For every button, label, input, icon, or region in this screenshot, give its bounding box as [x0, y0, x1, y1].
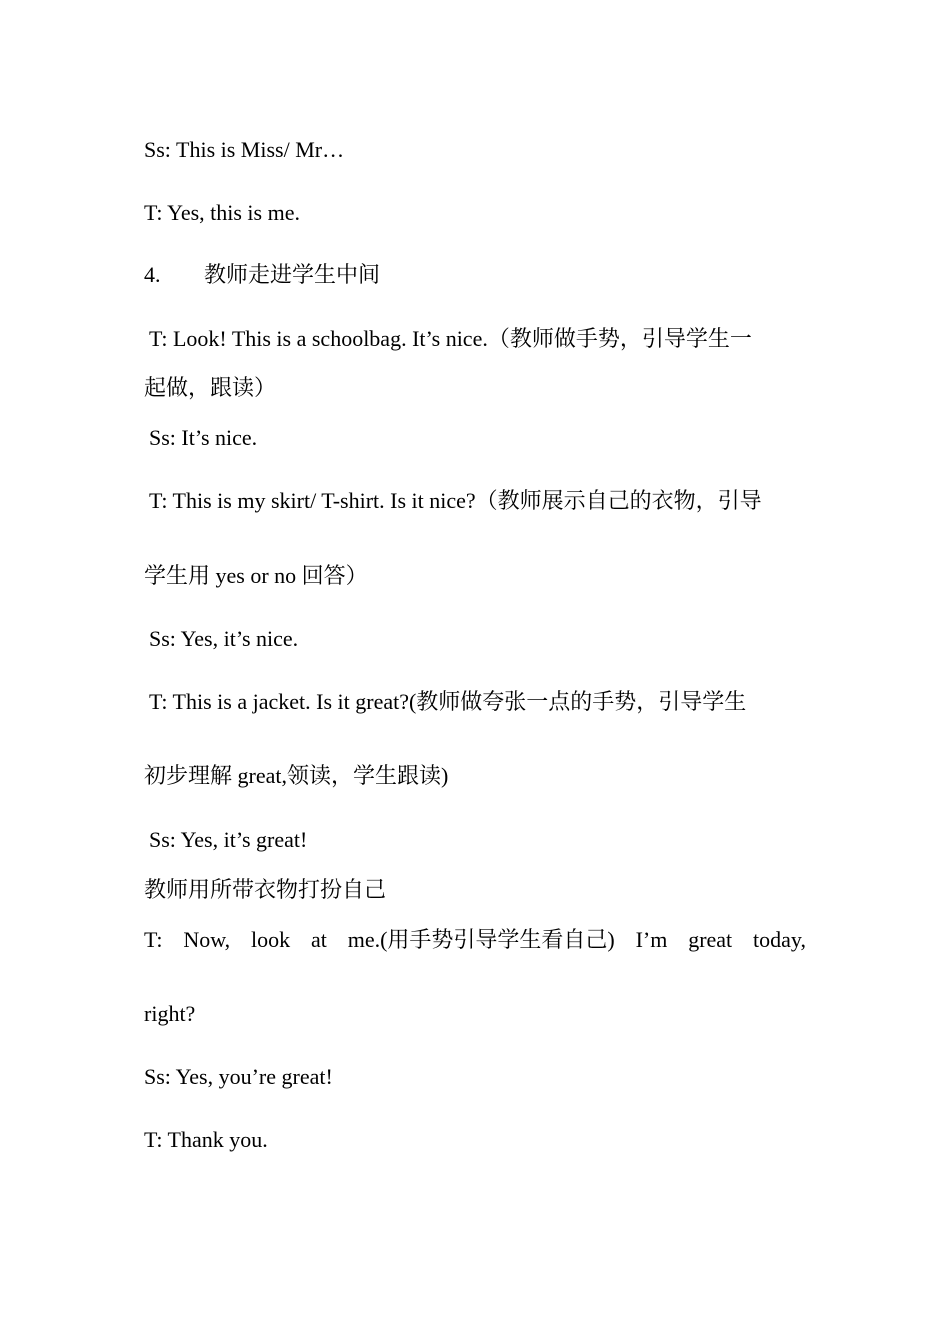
word: today,: [753, 927, 806, 952]
dialogue-line: T: This is a jacket. Is it great?(教师做夸张一点的手势，引导学生: [149, 689, 747, 714]
word: at: [310, 927, 327, 952]
word: Now,: [183, 927, 231, 952]
dialogue-line-continuation: right?: [144, 1001, 196, 1026]
dialogue-line: Ss: Yes, you’re great!: [144, 1064, 333, 1089]
dialogue-line: Ss: This is Miss/ Mr…: [144, 137, 345, 162]
step-text: 教师走进学生中间: [204, 262, 381, 287]
dialogue-line: T: Look! This is a schoolbag. It’s nice.（教师做手势，引导学生一: [149, 326, 752, 351]
instruction-line: 教师用所带衣物打扮自己: [144, 877, 387, 902]
step-number: 4.: [144, 262, 161, 287]
dialogue-line: T: Thank you.: [144, 1127, 268, 1152]
dialogue-line: T: This is my skirt/ T-shirt. Is it nice?（教师展示自己的衣物，引导: [149, 488, 762, 513]
dialogue-line-continuation: 起做，跟读）: [144, 375, 277, 400]
word: look: [251, 927, 291, 952]
word: great: [688, 927, 733, 952]
dialogue-line-continuation: 初步理解 great,领读，学生跟读): [144, 763, 449, 788]
word: me.(用手势引导学生看自己): [347, 927, 615, 952]
dialogue-line: T: Yes, this is me.: [144, 200, 300, 225]
dialogue-line: Ss: Yes, it’s great!: [149, 827, 308, 852]
dialogue-line-justified: [144, 927, 806, 953]
dialogue-line: Ss: It’s nice.: [149, 425, 258, 450]
word: I’m: [635, 927, 668, 952]
word: T:: [144, 927, 163, 952]
dialogue-line: Ss: Yes, it’s nice.: [149, 626, 299, 651]
numbered-step: [144, 262, 808, 288]
dialogue-line-continuation: 学生用 yes or no 回答）: [144, 563, 368, 588]
